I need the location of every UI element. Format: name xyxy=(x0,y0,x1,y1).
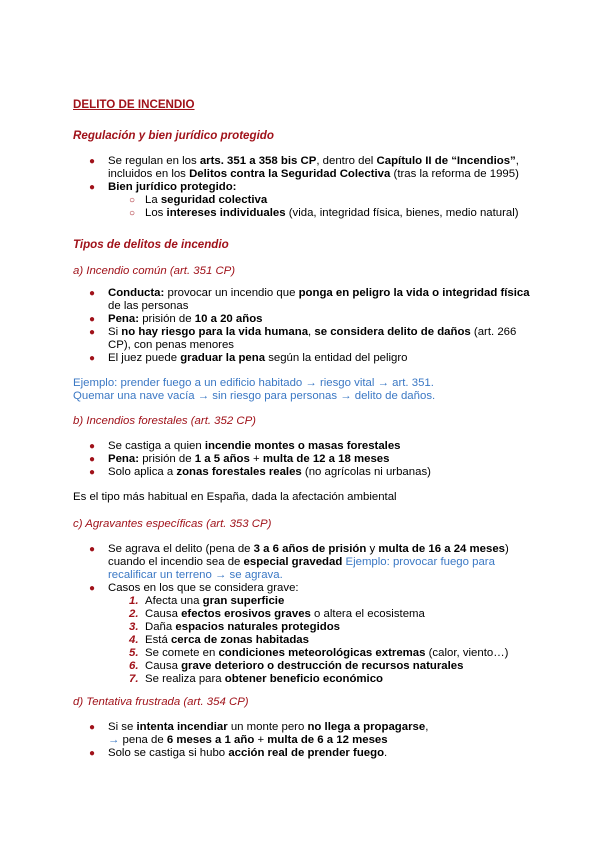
list-item: Causa efectos erosivos graves o altera el ecosistema xyxy=(145,608,425,620)
bullet-icon: ● xyxy=(89,748,96,759)
list-number: 5. xyxy=(129,647,139,659)
document-title: DELITO DE INCENDIO xyxy=(73,98,195,111)
paragraph-casos: Casos en los que se considera grave: xyxy=(108,582,299,594)
bullet-icon: ● xyxy=(89,314,96,325)
paragraph-bien-juridico: Bien jurídico protegido: xyxy=(108,181,237,193)
paragraph-graduar: El juez puede graduar la pena según la entidad del peligro xyxy=(108,352,408,364)
list-number: 1. xyxy=(129,595,139,607)
paragraph-solo-castiga: Solo se castiga si hubo acción real de prender fuego. xyxy=(108,747,388,759)
paragraph-sin-riesgo: Si no hay riesgo para la vida humana, se considera delito de daños (art. 266 xyxy=(108,326,517,338)
list-item: Causa grave deterioro o destrucción de recursos naturales xyxy=(145,660,464,672)
paragraph-tentativa-pena: → pena de 6 meses a 1 año + multa de 6 a 12 meses xyxy=(108,734,388,746)
paragraph-agrava-cont: cuando el incendio sea de especial gravedad Ejemplo: provocar fuego para xyxy=(108,556,495,568)
subitem-seguridad-colectiva: La seguridad colectiva xyxy=(145,194,268,206)
list-number: 7. xyxy=(129,673,139,685)
bullet-icon: ● xyxy=(89,288,96,299)
section-heading-regulacion: Regulación y bien jurídico protegido xyxy=(73,129,274,142)
list-number: 3. xyxy=(129,621,139,633)
paragraph-castiga: Se castiga a quien incendie montes o masas forestales xyxy=(108,440,401,452)
paragraph-conducta-cont: de las personas xyxy=(108,300,189,312)
bullet-icon: ● xyxy=(89,722,96,733)
list-number: 4. xyxy=(129,634,139,646)
list-item: Daña espacios naturales protegidos xyxy=(145,621,340,633)
list-item: Se comete en condiciones meteorológicas extremas (calor, viento…) xyxy=(145,647,509,659)
example-line-2: Quemar una nave vacía → sin riesgo para personas → delito de daños. xyxy=(73,390,436,402)
circle-bullet-icon: ○ xyxy=(129,208,136,219)
paragraph-pena-b: Pena: prisión de 1 a 5 años + multa de 12 a 18 meses xyxy=(108,453,390,465)
paragraph-conducta: Conducta: provocar un incendio que ponga en peligro la vida o integridad física xyxy=(108,287,530,299)
bullet-icon: ● xyxy=(89,327,96,338)
list-number: 6. xyxy=(129,660,139,672)
paragraph-agrava-example: recalificar un terreno → se agrava. xyxy=(108,569,283,581)
bullet-icon: ● xyxy=(89,544,96,555)
subsection-heading-c: c) Agravantes específicas (art. 353 CP) xyxy=(73,518,272,530)
paragraph-zonas: Solo aplica a zonas forestales reales (no agrícolas ni urbanas) xyxy=(108,466,431,478)
example-line-1: Ejemplo: prender fuego a un edificio habitado → riesgo vital → art. 351. xyxy=(73,377,434,389)
paragraph-sin-riesgo-cont: CP), con penas menores xyxy=(108,339,234,351)
list-item: Se realiza para obtener beneficio económico xyxy=(145,673,384,685)
subsection-heading-b: b) Incendios forestales (art. 352 CP) xyxy=(73,415,256,427)
list-number: 2. xyxy=(129,608,139,620)
subsection-heading-a: a) Incendio común (art. 351 CP) xyxy=(73,265,236,277)
paragraph-pena-a: Pena: prisión de 10 a 20 años xyxy=(108,313,263,325)
bullet-icon: ● xyxy=(89,441,96,452)
paragraph-agrava: Se agrava el delito (pena de 3 a 6 años de prisión y multa de 16 a 24 meses) xyxy=(108,543,509,555)
bullet-icon: ● xyxy=(89,467,96,478)
list-item: Afecta una gran superficie xyxy=(145,595,285,607)
paragraph-regulan-cont: incluidos en los Delitos contra la Seguridad Colectiva (tras la reforma de 1995) xyxy=(108,168,519,180)
subsection-heading-d: d) Tentativa frustrada (art. 354 CP) xyxy=(73,696,249,708)
bullet-icon: ● xyxy=(89,182,96,193)
paragraph-tentativa: Si se intenta incendiar un monte pero no llega a propagarse, xyxy=(108,721,429,733)
bullet-icon: ● xyxy=(89,583,96,594)
subitem-intereses: Los intereses individuales (vida, integridad física, bienes, medio natural) xyxy=(145,207,519,219)
section-heading-tipos: Tipos de delitos de incendio xyxy=(73,238,229,251)
bullet-icon: ● xyxy=(89,353,96,364)
bullet-icon: ● xyxy=(89,156,96,167)
circle-bullet-icon: ○ xyxy=(129,195,136,206)
bullet-icon: ● xyxy=(89,454,96,465)
note-habitual: Es el tipo más habitual en España, dada la afectación ambiental xyxy=(73,491,397,503)
list-item: Está cerca de zonas habitadas xyxy=(145,634,309,646)
paragraph-regulan: Se regulan en los arts. 351 a 358 bis CP, dentro del Capítulo II de “Incendios”, xyxy=(108,155,519,167)
